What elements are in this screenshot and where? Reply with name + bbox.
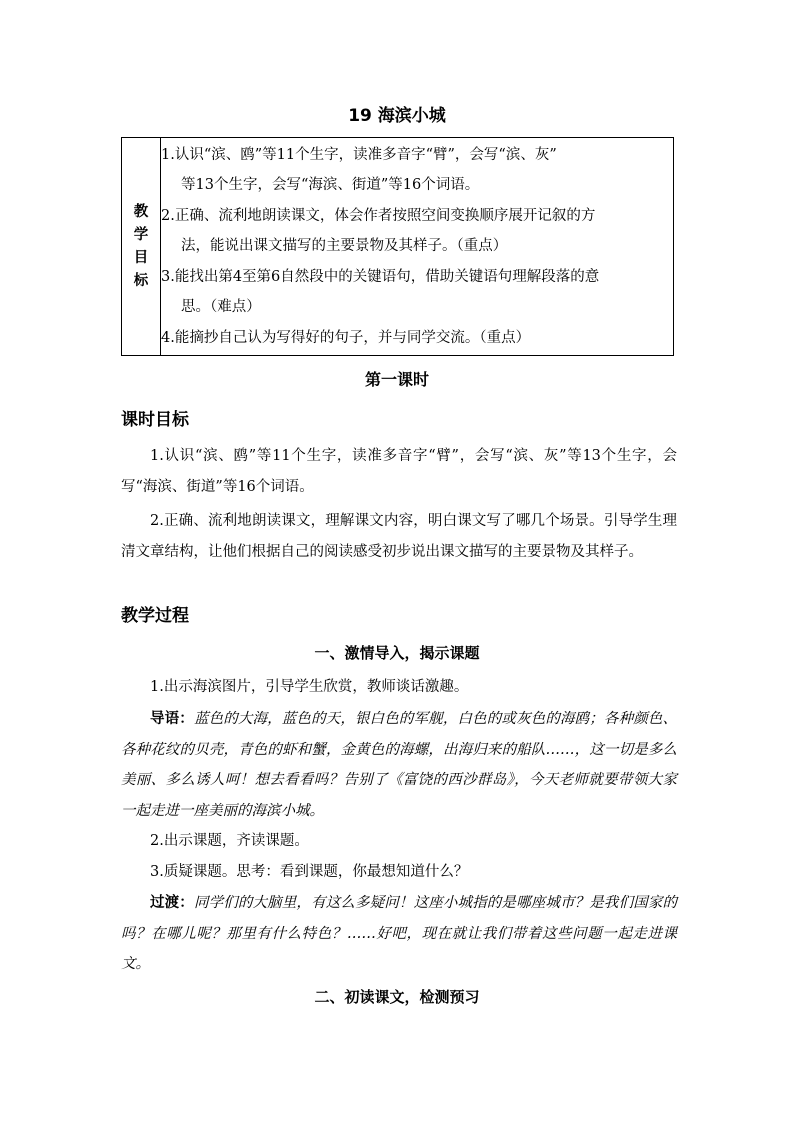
part-two-heading: 二、初读课文，检测预习: [314, 988, 480, 1006]
step-paragraph: 1.出示海滨图片，引导学生欣赏，教师谈话激趣。: [150, 679, 469, 695]
goals-label-char: 学: [133, 226, 149, 243]
goal-item: [161, 323, 673, 354]
intro-paragraph: [121, 704, 677, 826]
lesson-heading: 第一课时: [364, 370, 429, 389]
goals-label-cell: [122, 138, 161, 356]
step-paragraph: 2.出示课题，齐读课题。: [150, 833, 309, 849]
page-title: 19 海滨小城: [348, 106, 446, 126]
lesson-goal-paragraph: 2.正确、流利地朗读课文，理解课文内容，明白课文写了哪几个场景。引导学生理清文章结构，让他们根据自己的阅读感受初步说出课文描写的主要景物及其样子。: [121, 513, 677, 560]
goal-line: 3.能找出第4至第6自然段中的关键语句，借助关键语句理解段落的意: [161, 268, 600, 285]
intro-label: 导语：: [150, 711, 194, 727]
goal-line: 等13个生字，会写“海滨、街道”等16个词语。: [181, 177, 480, 194]
goal-line: 1.认识“滨、鸥”等11个生字，读准多音字“臂”，会写“滨、灰”: [161, 146, 557, 163]
lesson-goals-heading: 课时目标: [121, 410, 189, 430]
lesson-goal-paragraph: 1.认识“滨、鸥”等11个生字，读准多音字“臂”，会写“滨、灰”等13个生字，会写“海滨、街道”等16个词语。: [121, 448, 677, 495]
goals-label-char: 标: [133, 272, 149, 289]
intro-text: 蓝色的大海，蓝色的天，银白色的军舰，白色的或灰色的海鸥；各种颜色、各种花纹的贝壳，青色的虾和蟹，金黄色的海螺，出海归来的船队……，这一切是多么美丽、多么诱人呵！想去看看吗？告别了《富饶的西沙群岛》，今天老师就要带领大家一起走进一座美丽的海滨小城。: [121, 711, 678, 819]
part-one-heading: 一、激情导入，揭示课题: [314, 644, 480, 662]
goal-line: 思。（难点）: [181, 299, 261, 316]
goals-label-char: 教: [133, 203, 149, 220]
teaching-process-heading: 教学过程: [121, 606, 189, 626]
goal-line: 法，能说出课文描写的主要景物及其样子。（重点）: [181, 238, 508, 255]
step-paragraph: 3.质疑课题。思考：看到课题，你最想知道什么？: [150, 864, 469, 880]
transition-label: 过渡：: [150, 895, 194, 911]
teaching-goals-table: [121, 137, 674, 356]
goals-content-cell: [161, 138, 674, 356]
goals-label-char: 目: [133, 249, 149, 266]
goal-line: 2.正确、流利地朗读课文，体会作者按照空间变换顺序展开记叙的方: [161, 207, 596, 224]
goal-item: [161, 201, 673, 262]
goal-line: 4.能摘抄自己认为写得好的句子，并与同学交流。（重点）: [161, 329, 531, 346]
goal-item: [161, 140, 673, 201]
transition-text: 同学们的大脑里，有这么多疑问！这座小城指的是哪座城市？是我们国家的吗？在哪儿呢？那里有什么特色？……好吧，现在就让我们带着这些问题一起走进课文。: [121, 895, 678, 972]
transition-paragraph: [121, 888, 677, 980]
goal-item: [161, 262, 673, 323]
